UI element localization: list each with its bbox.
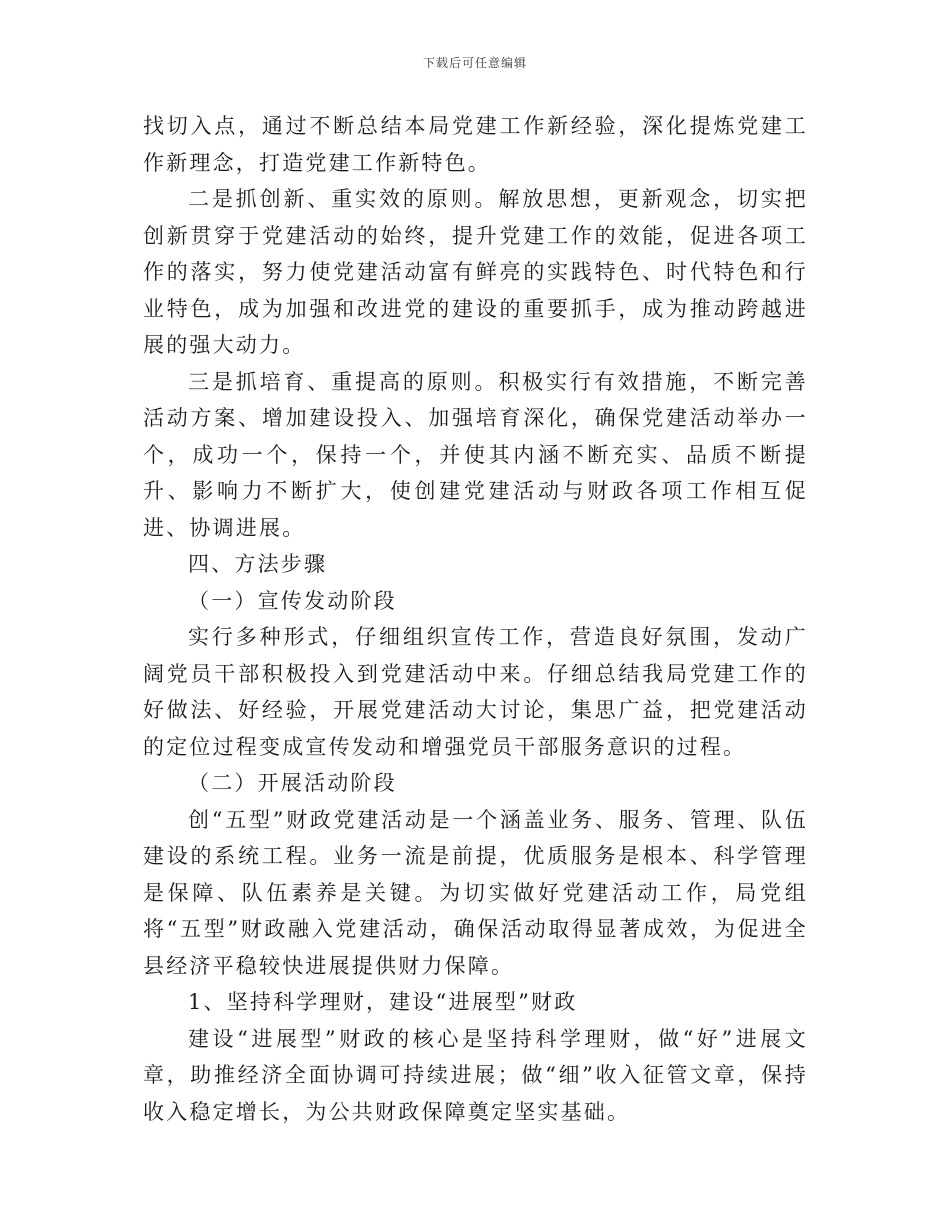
subsection-heading-activities: （二）开展活动阶段 [188, 771, 397, 795]
paragraph-continuation: 找切入点，通过不断总结本局党建工作新经验，深化提炼党建工作新理念，打造党建工作新特色。 [143, 114, 808, 175]
page-header-note: 下载后可任意编辑 [422, 56, 527, 70]
paragraph-activities: 创“五型”财政党建活动是一个涵盖业务、服务、管理、队伍建设的系统工程。业务一流是前提，优质服务是根本、科学管理是保障、队伍素养是关键。为切实做好党建活动工作，局党组将“五型”财政融入党建活动，确保活动取得显著成效，为促进全县经济平稳较快进展提供财力保障。 [143, 807, 808, 978]
paragraph-development-finance: 建设“进展型”财政的核心是坚持科学理财，做“好”进展文章，助推经济全面协调可持续进展；做“细”收入征管文章，保持收入稳定增长，为公共财政保障奠定坚实基础。 [143, 1026, 808, 1124]
document-body [143, 108, 808, 1130]
section-heading-methods: 四、方法步骤 [188, 552, 328, 576]
paragraph-principle-cultivation: 三是抓培育、重提高的原则。积极实行有效措施，不断完善活动方案、增加建设投入、加强培育深化，确保党建活动举办一个，成功一个，保持一个，并使其内涵不断充实、品质不断提升、影响力不断扩大，使创建党建活动与财政各项工作相互促进、协调进展。 [143, 369, 808, 540]
subsection-heading-publicity: （一）宣传发动阶段 [188, 588, 397, 613]
paragraph-publicity: 实行多种形式，仔细组织宣传工作，营造良好氛围，发动广阔党员干部积极投入到党建活动中来。仔细总结我局党建工作的好做法、好经验，开展党建活动大讨论，集思广益，把党建活动的定位过程变成宣传发动和增强党员干部服务意识的过程。 [143, 625, 808, 759]
paragraph-principle-innovation: 二是抓创新、重实效的原则。解放思想，更新观念，切实把创新贯穿于党建活动的始终，提升党建工作的效能，促进各项工作的落实，努力使党建活动富有鲜亮的实践特色、时代特色和行业特色，成为加强和改进党的建设的重要抓手，成为推动跨越进展的强大动力。 [143, 187, 808, 357]
item-heading-development-finance: 1、坚持科学理财，建设“进展型”财政 [188, 990, 578, 1014]
